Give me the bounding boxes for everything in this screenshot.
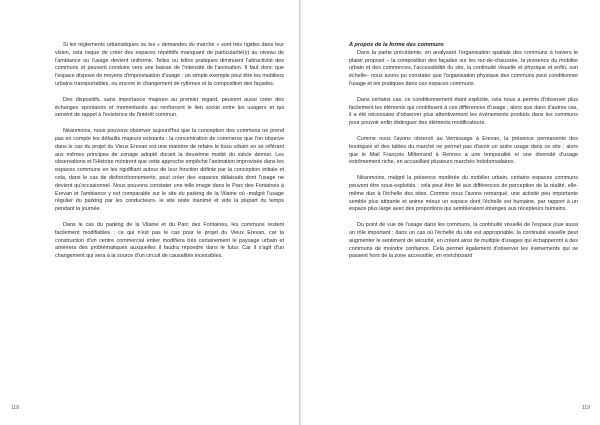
left-paragraph-2: Des dispositifs, sans importance majeure au premier regard, peuvent aussi créer des échanges spontanés et momentanés qui renforcent le lien social entre les usagers et qui servent de rappel à l'existence de l'intérêt commun. <box>55 96 284 119</box>
right-paragraph-1: Dans la partie précédente, en analysant l'organisation spatiale des communs à travers le plaisir proposé – la composition des façades sur les rez-de-chaussée, la présence du mobilier urbain et des commerces, l'accessibilité du site, la continuité visuelle et physique et enfin, son échelle– nous avons pu constater que l'organisation physique des communs peut conditionner l'usage et les pratiques dans ces espaces communs. <box>349 49 578 87</box>
left-text-column <box>55 42 284 269</box>
left-paragraph-1: Si les règlements urbanistiques ou les « demandes du marché » sont très rigides dans leur vision, cela risque de créer des espaces répétitifs manquant de particularité(s) au niveau de l'ambiance ou l'usage devient uniforme. Telles ou telles pratiques diminuent l'attractivité des communs et peuvent conduire vers une baisse de l'intensité de l'animation. Il faut donc que l'espace dispose de moyens d'improvisation d'usage : un simple exemple peut être les mobiliers urbains transportables, ou encore le changement de rythmes et la composition des façades. <box>55 42 284 87</box>
right-paragraph-3: Comme nous l'avons observé au Vernissage à Erevan, la présence permanente des boutiques et des tables du marché ne permet pas d'avoir un autre usage dans ce site ; alors que le Mail François Mitterrand à Rennes a une temporalité et une diversité d'usage extrêmement riche, en accueillant plusieurs marchés hebdomadaires. <box>349 135 578 166</box>
right-paragraph-5: Du point de vue de l'usage dans les communs, la continuité visuelle de l'espace joue aussi un rôle important : dans un cas où l'échelle du site est appropriable, la continuité visuelle peut augmenter le sentiment de sécurité, en créant ainsi de multiple d'usages qui échapperont à des communs de moindre confiance. Cela permet également d'observer les événements qui se passent hors de la zone accessible, en enrichissant <box>349 222 578 260</box>
left-paragraph-4: Dans le cas du parking de la Vilaine et du Parc des Fontaines, les communs restent facilement modifiables ; ce qui n'est pas le cas pour le projet du Vieux Erevan, car la construction d'un centre commercial entier modifiera très certainement le paysage urbain et amènera des problématiques auxquelles il faudra répondre dans le futur. Car il s'agit d'un changement qui sera à la source d'un circuit de causalités incessibles. <box>55 221 284 260</box>
right-page-number: 119 <box>582 405 590 411</box>
section-heading: A propos de la forme des communs <box>349 42 444 48</box>
left-page-number: 118 <box>11 405 19 411</box>
right-paragraph-4: Néanmoins, malgré la présence modérée du mobilier urbain, certains espaces communs peuvent être sous-exploités : cela peut être lié aux différences de perception de la réalité, elle-même due à l'échelle des sites. Comme nous l'avons remarqué, une activité peu importante semble plus attirante et anime mieux un espace dont l'échelle est humaine, par rapport à un espace plus large avec des proportions qui sembleraient étranges aux récepteurs humains. <box>349 175 578 213</box>
left-paragraph-3: Néanmoins, nous pouvons observer aujourd'hui que la conception des communs ne prend pas en compte les défaults majeurs existants : la concentration de commerce que l'on observe dans le cas du projet du Vieux Erevan est une manière de refaire le tissu urbain en se référant aux mêmes principes de zonage adopté durant la deuxième moitié du siècle dernier. Les observations et l'Histoire montrent que cette approche empêche l'animation improvisée dans les espaces communs en les rigidifiant autour de leur fonction définie par la conception initiale et cela, dans le cas de disfonctionnements, peut créer des espaces délaissés dont l'usage ne devient qu'occasionnel. Nous pouvons constater une telle image dans le Parc des Fontaines à Erevan et l'ambiance y est comparable sur le site du parking de la Vilaine où -malgré l'usage régulier du parking par les conducteurs- le site reste inanimé et vide la plupart du temps pendant la journée. <box>55 128 284 213</box>
right-paragraph-2: Dans certains cas, ce conditionnement étant explicite, cela nous a permis d'observer plus facilement les éléments qui contribuent à ces différences d'usage ; alors que dans d'autres cas, il a été nécessaire d'observer plus attentivement les événements produits dans les communs pour pouvoir enfin distinguer des éléments modificateurs. <box>349 96 578 127</box>
right-text-column <box>349 42 578 269</box>
right-page <box>301 0 600 425</box>
